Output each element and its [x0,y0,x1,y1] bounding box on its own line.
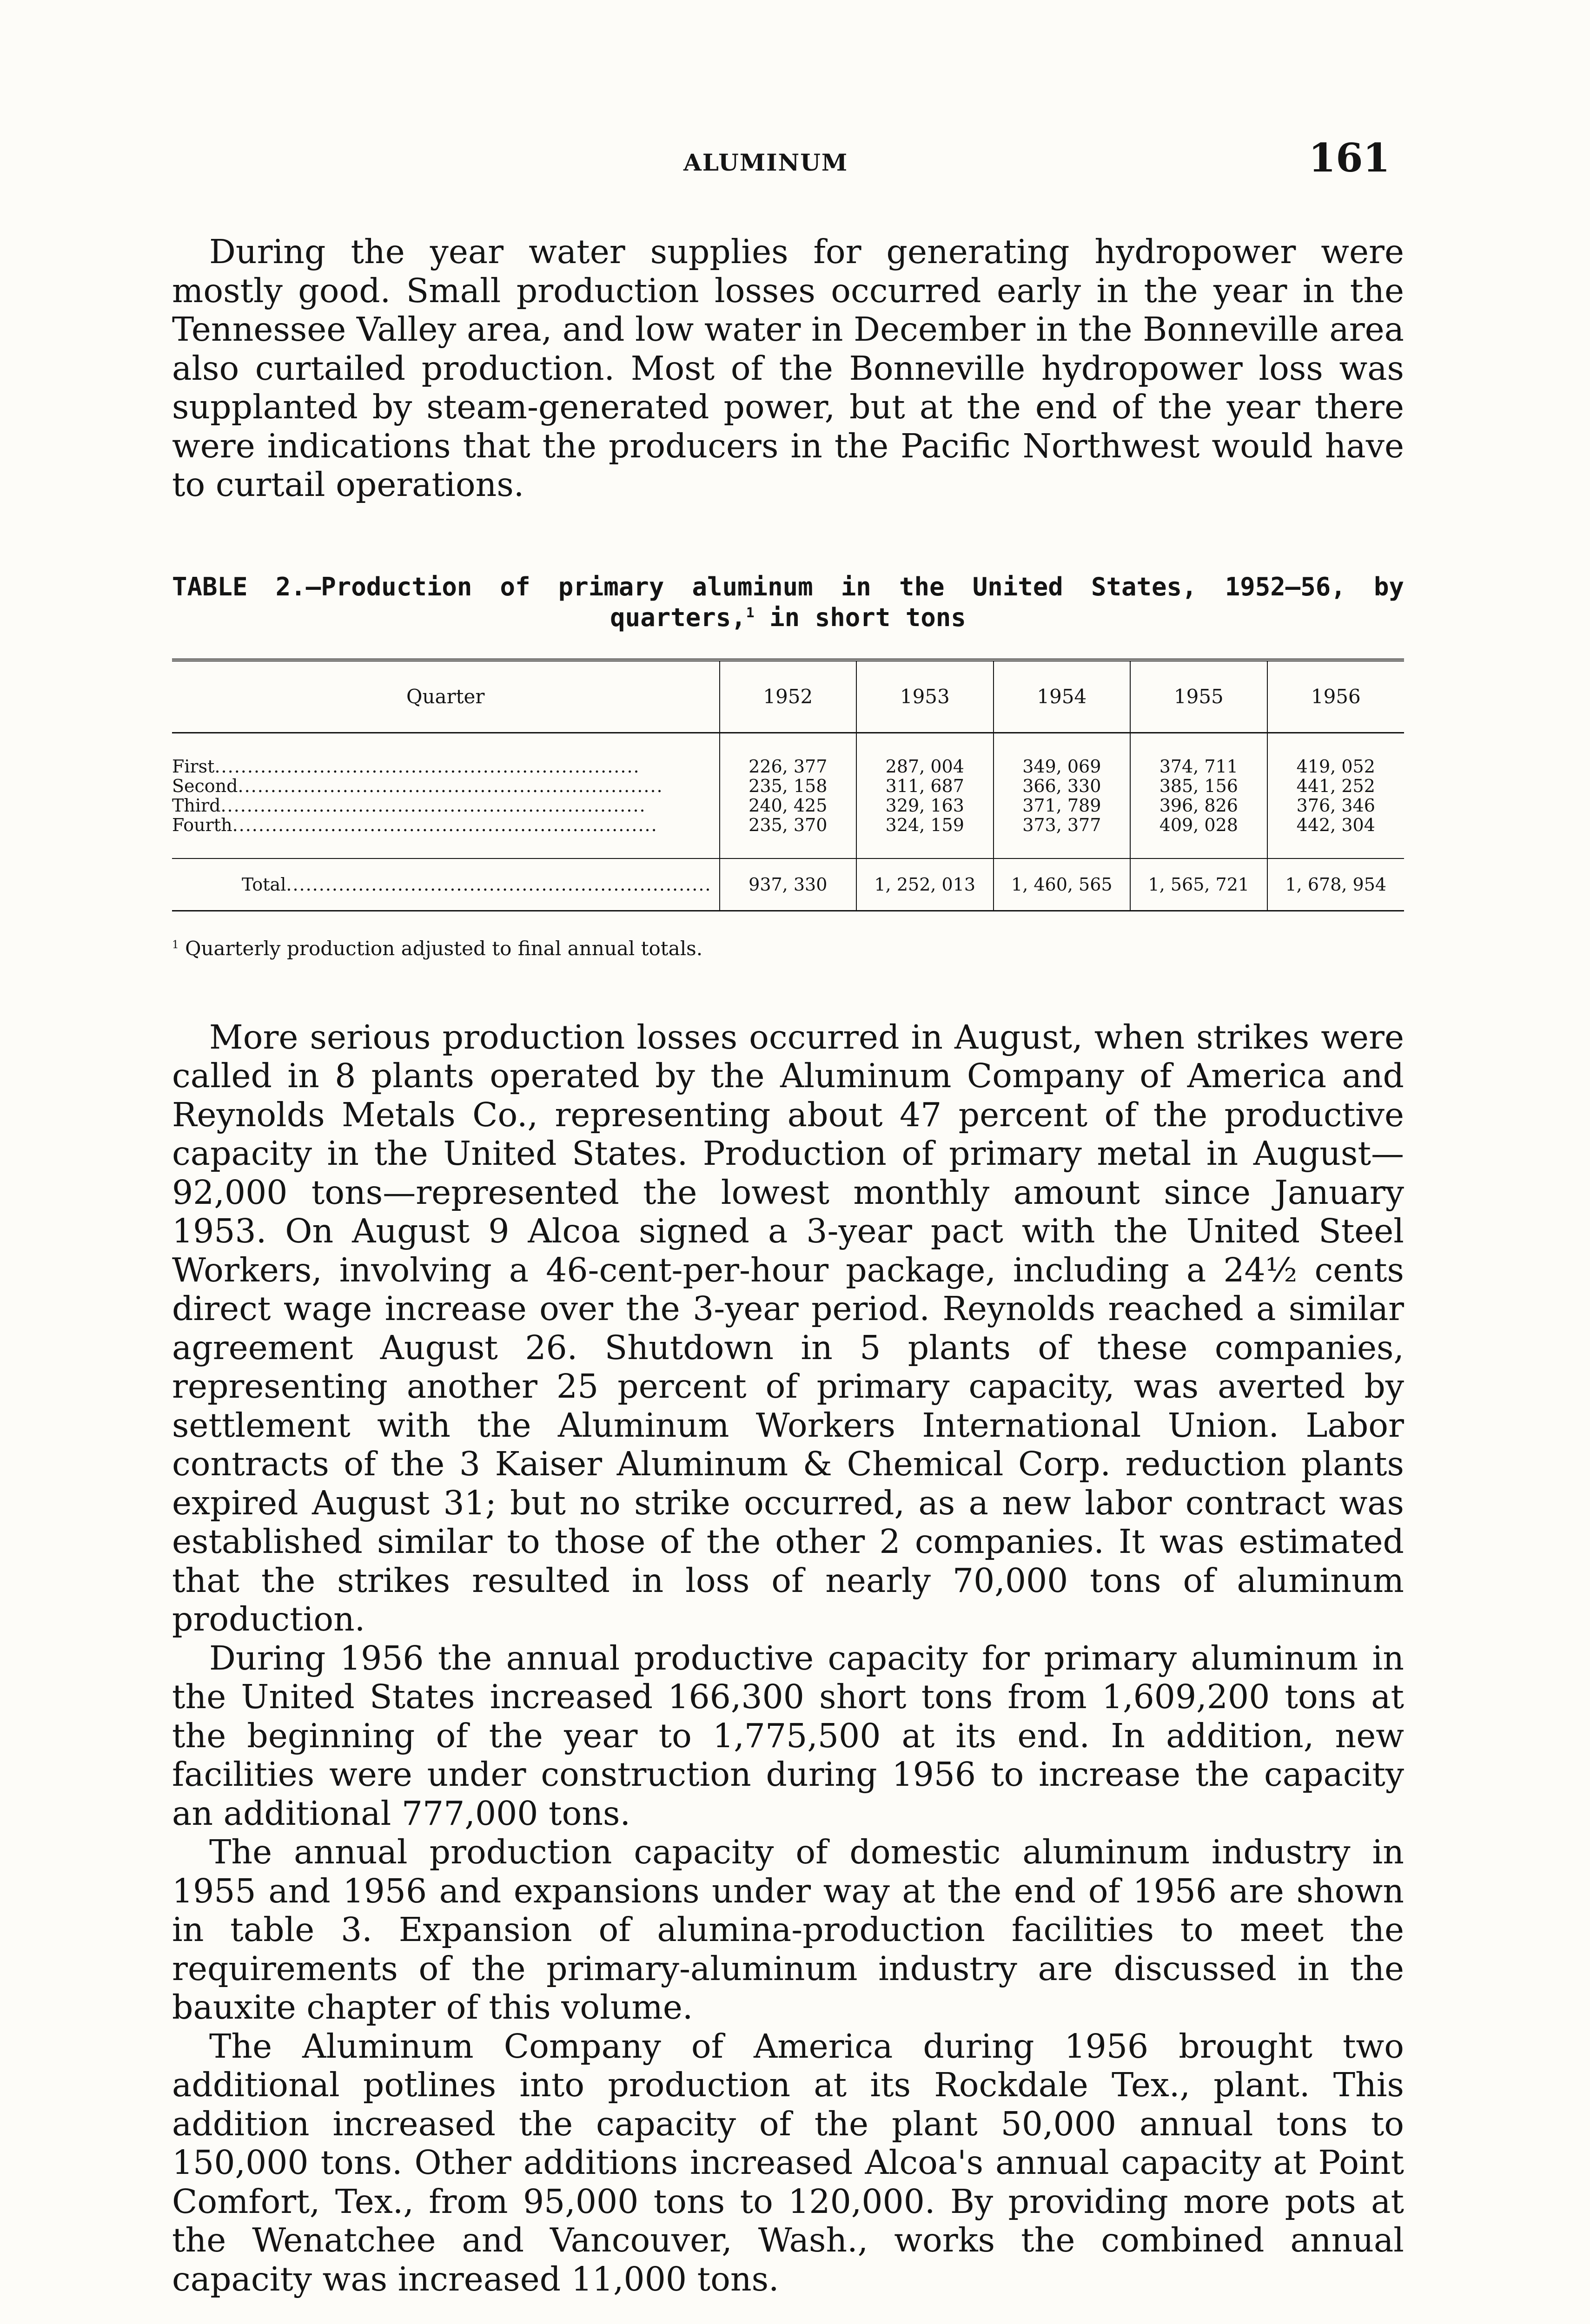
header-1955: 1955 [1130,660,1267,733]
paragraph-2: More serious production losses occurred in August, when strikes were called in 8 plants operated by the Aluminum Company of America and Reynolds Metals Co., representing about 47 percent of the productive capacity in the United States. Production of primary metal in August—92,000 tons—represented the lowest monthly amount since January 1953. On August 9 Alcoa signed a 3-year pact with the United Steel Workers, involving a 46-cent-per-hour package, including a 24½ cents direct wage increase over the 3-year period. Reynolds reached a similar agreement August 26. Shutdown in 5 plants of these companies, representing another 25 percent of primary capacity, was averted by settlement with the Aluminum Workers International Union. Labor contracts of the 3 Kaiser Aluminum & Chemical Corp. reduction plants expired August 31; but no strike occurred, as a new labor contract was established similar to those of the other 2 companies. It was estimated that the strikes resulted in loss of nearly 70,000 tons of aluminum production. [172,1017,1404,1638]
row-label: Second [172,776,238,796]
row-label: Third [172,795,221,815]
table-row: Second................................................................. 235, 158 311, 687 366, 330 385, 156 441, 252 [172,776,1404,796]
row-label: First [172,756,215,776]
cell: 349, 069 [994,757,1131,776]
total-cell: 937, 330 [720,858,857,911]
total-cell: 1, 565, 721 [1130,858,1267,911]
paragraph-5: The Aluminum Company of America during 1956 brought two additional potlines into production at its Rockdale Tex., plant. This addition increased the capacity of the plant 50,000 annual tons to 150,000 tons. Other additions increased Alcoa's annual capacity at Point Comfort, Tex., from 95,000 tons to 120,000. By providing more pots at the Wenatchee and Vancouver, Wash., works the combined annual capacity was increased 11,000 tons. [172,2027,1404,2298]
footnote-mark: 1 [172,938,179,951]
cell: 409, 028 [1130,815,1267,835]
table-row: Third................................................................. 240, 425 329, 163 371, 789 396, 826 376, 346 [172,796,1404,815]
cell: 287, 004 [856,757,994,776]
table-caption [172,572,1404,633]
total-label: Total [242,874,286,895]
cell: 235, 158 [720,776,857,796]
cell: 385, 156 [1130,776,1267,796]
total-cell: 1, 252, 013 [856,858,994,911]
page-number: 161 [1308,135,1390,181]
cell: 376, 346 [1267,796,1404,815]
cell: 329, 163 [856,796,994,815]
cell: 371, 789 [994,796,1131,815]
header-1954: 1954 [994,660,1131,733]
paragraph-3: During 1956 the annual productive capacity for primary aluminum in the United States increased 166,300 short tons from 1,609,200 tons at the beginning of the year to 1,775,500 at its end. In addition, new facilities were under construction during 1956 to increase the capacity an additional 777,000 tons. [172,1638,1404,1833]
total-cell: 1, 460, 565 [994,858,1131,911]
cell: 366, 330 [994,776,1131,796]
header-1956: 1956 [1267,660,1404,733]
page-header [172,125,1404,191]
caption-footnote-mark: 1 [746,604,755,621]
running-head: ALUMINUM [683,149,848,176]
cell: 226, 377 [720,757,857,776]
table-row: First................................................................. 226, 377 287, 004 349, 069 374, 711 419, 052 [172,757,1404,776]
table-row: Fourth................................................................. 235, 370 324, 159 373, 377 409, 028 442, 304 [172,815,1404,835]
caption-line-2: quarters,$^1$ in short tons [610,602,966,632]
row-label: Fourth [172,815,232,835]
cell: 374, 711 [1130,757,1267,776]
production-table [172,659,1404,911]
header-1953: 1953 [856,660,994,733]
total-cell: 1, 678, 954 [1267,858,1404,911]
page [172,125,1404,2298]
cell: 441, 252 [1267,776,1404,796]
header-quarter: Quarter [172,660,720,733]
cell: 373, 377 [994,815,1131,835]
cell: 235, 370 [720,815,857,835]
cell: 419, 052 [1267,757,1404,776]
cell: 324, 159 [856,815,994,835]
cell: 311, 687 [856,776,994,796]
paragraph-4: The annual production capacity of domestic aluminum industry in 1955 and 1956 and expansions under way at the end of 1956 are shown in table 3. Expansion of alumina-production facilities to meet the requirements of the primary-aluminum industry are discussed in the bauxite chapter of this volume. [172,1833,1404,2027]
cell: 442, 304 [1267,815,1404,835]
table-total-row: Total................................................................. 937, 330 1, 252, 013 1, 460, 565 1, 565, 721 1, 678, 954 [172,858,1404,911]
cell: 240, 425 [720,796,857,815]
header-1952: 1952 [720,660,857,733]
cell: 396, 826 [1130,796,1267,815]
paragraph-1: During the year water supplies for generating hydropower were mostly good. Small production losses occurred early in the year in the Tennessee Valley area, and low water in December in the Bonneville area also curtailed production. Most of the Bonneville hydropower loss was supplanted by steam-generated power, but at the end of the year there were indications that the producers in the Pacific Northwest would have to curtail operations. [172,232,1404,504]
table-footnote [172,937,1404,960]
caption-line-1: TABLE 2.—Production of primary aluminum in the United States, 1952–56, by [172,572,1404,601]
table-header-row [172,660,1404,733]
footnote-text: Quarterly production adjusted to final annual totals. [185,937,703,960]
